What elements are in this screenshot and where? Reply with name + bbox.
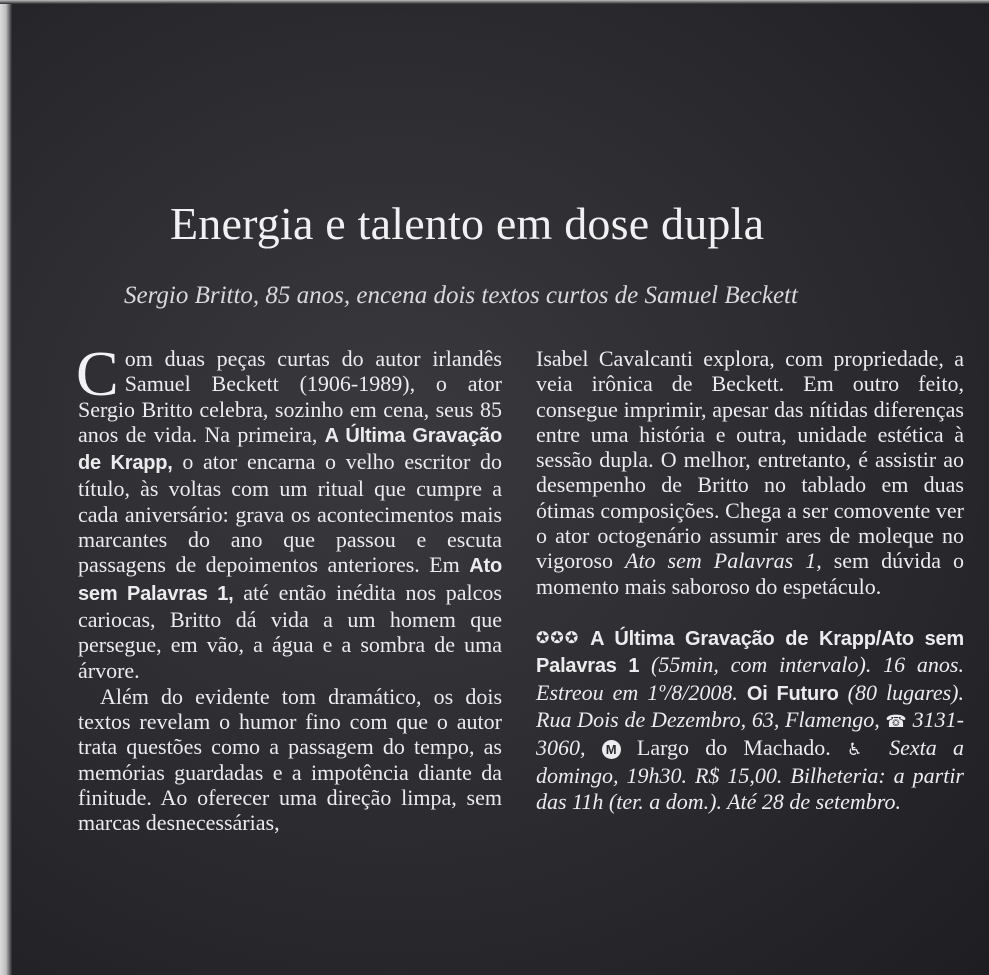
play-title-ato-italic: Ato sem Palavras 1, [625,548,822,574]
metro-station: Largo do Machado. [620,735,847,761]
page-edge-top [0,0,989,4]
rating-stars-icon: ✪✪✪ [536,627,580,647]
article-column-right [536,346,964,814]
phone-number: 3131-3060, [536,706,964,761]
article-column-left [76,338,502,836]
play-title-ato: Ato sem Palavras 1, [78,555,502,605]
show-title: A Última Gravação de Krapp/Ato sem Palavras 1 [536,627,965,678]
metro-icon: M [602,740,621,759]
paragraph-1-text-b: o ator encarna o velho escritor do título, às voltas com um ritual que cumpre a cada aniversário: grava os acontecimentos mais marcantes do ano que passou e escuta passagens de depoimentos anteriores. Em [78,449,502,578]
show-info [536,625,964,814]
venue-name: Oi Futuro [746,682,839,705]
article-paragraph-3 [536,346,964,599]
show-details-1: (55min, com intervalo). 16 anos. Estreou em 1º/8/2008. [536,652,964,705]
article-headline: Energia e talento em dose dupla [170,198,765,249]
phone-icon: ☎ [885,711,907,732]
article-subhead: Sergio Britto, 85 anos, encena dois textos curtos de Samuel Beckett [124,282,798,309]
page-edge-left [0,0,12,975]
paragraph-1-text-a: om duas peças curtas do autor irlandês Samuel Beckett (1906-1989), o ator Sergio Britto celebra, sozinho em cena, seus 85 anos de vida. Na primeira, [78,346,502,447]
play-title-krapp: A Última Gravação de Krapp, [78,424,502,475]
accessibility-icon: ♿ [847,740,873,761]
show-details-2: (80 lugares). Rua Dois de Dezembro, 63, Flamengo, [536,679,964,732]
drop-cap: C [76,338,119,409]
paragraph-3-text-b: sem dúvida o momento mais saboroso do espetáculo. [536,548,965,599]
article-paragraph-1 [76,338,502,683]
paragraph-1-text-c: até então inédita nos palcos cariocas, Britto dá vida a um homem que persegue, em vão, a água e a sombra de uma árvore. [78,579,502,683]
paragraph-3-text-a: Isabel Cavalcanti explora, com propriedade, a veia irônica de Beckett. Em outro feito, consegue imprimir, apesar das nítidas diferenças entre uma história e outra, unidade estética à sessão dupla. O melhor, entretanto, é assistir ao desempenho de Britto no tablado em duas ótimas composições. Chega a ser comovente ver o ator octogenário assumir ares de moleque no vigoroso [536,346,964,574]
article-paragraph-2: Além do evidente tom dramático, os dois textos revelam o humor fino com que o autor trata questões como a passagem do tempo, as memórias guardadas e a impotência diante da finitude. Ao oferecer uma direção limpa, sem marcas desnecessárias, [78,683,502,836]
show-schedule: Sexta a domingo, 19h30. R$ 15,00. Bilheteria: a partir das 11h (ter. a dom.). Até 28 de setembro. [536,735,964,814]
